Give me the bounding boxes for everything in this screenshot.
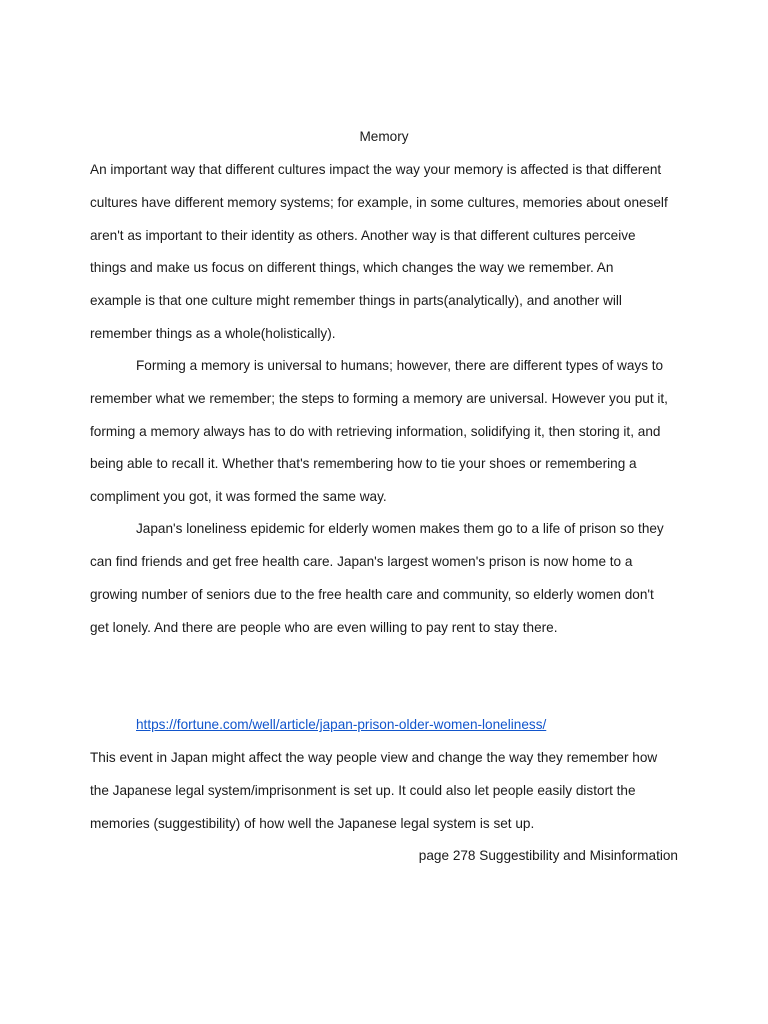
paragraph-1-line-4: things and make us focus on different things, which changes the way we remember. An xyxy=(90,260,614,275)
paragraph-2-line-2: remember what we remember; the steps to forming a memory are universal. However you put it, xyxy=(90,391,668,406)
paragraph-3-line-4: get lonely. And there are people who are even willing to pay rent to stay there. xyxy=(90,620,558,635)
paragraph-1-line-5: example is that one culture might remember things in parts(analytically), and another will xyxy=(90,293,622,308)
paragraph-3-line-3: growing number of seniors due to the free health care and community, so elderly women don't xyxy=(90,587,654,602)
paragraph-1-line-2: cultures have different memory systems; for example, in some cultures, memories about oneself xyxy=(90,195,668,210)
paragraph-2-line-4: being able to recall it. Whether that's remembering how to tie your shoes or remembering a xyxy=(90,456,637,471)
paragraph-3-line-1: Japan's loneliness epidemic for elderly women makes them go to a life of prison so they xyxy=(136,521,664,536)
paragraph-1-line-3: aren't as important to their identity as others. Another way is that different cultures perceive xyxy=(90,228,636,243)
paragraph-2-line-5: compliment you got, it was formed the same way. xyxy=(90,489,387,504)
paragraph-4-line-3: memories (suggestibility) of how well the Japanese legal system is set up. xyxy=(90,816,535,831)
paragraph-4-line-1: This event in Japan might affect the way people view and change the way they remember how xyxy=(90,750,658,765)
paragraph-1-line-6: remember things as a whole(holistically). xyxy=(90,326,336,341)
paragraph-3-line-2: can find friends and get free health care. Japan's largest women's prison is now home to a xyxy=(90,554,633,569)
paragraph-4-line-2: the Japanese legal system/imprisonment is set up. It could also let people easily distort the xyxy=(90,783,636,798)
paragraph-2-line-1: Forming a memory is universal to humans; however, there are different types of ways to xyxy=(136,358,664,373)
page-reference: page 278 Suggestibility and Misinformation xyxy=(418,848,678,863)
paragraph-2-line-3: forming a memory always has to do with retrieving information, solidifying it, then storing it, and xyxy=(90,424,661,439)
source-link[interactable]: https://fortune.com/well/article/japan-prison-older-women-loneliness/ xyxy=(136,717,547,732)
page-title: Memory xyxy=(359,129,409,144)
paragraph-1-line-1: An important way that different cultures impact the way your memory is affected is that different xyxy=(90,162,662,177)
